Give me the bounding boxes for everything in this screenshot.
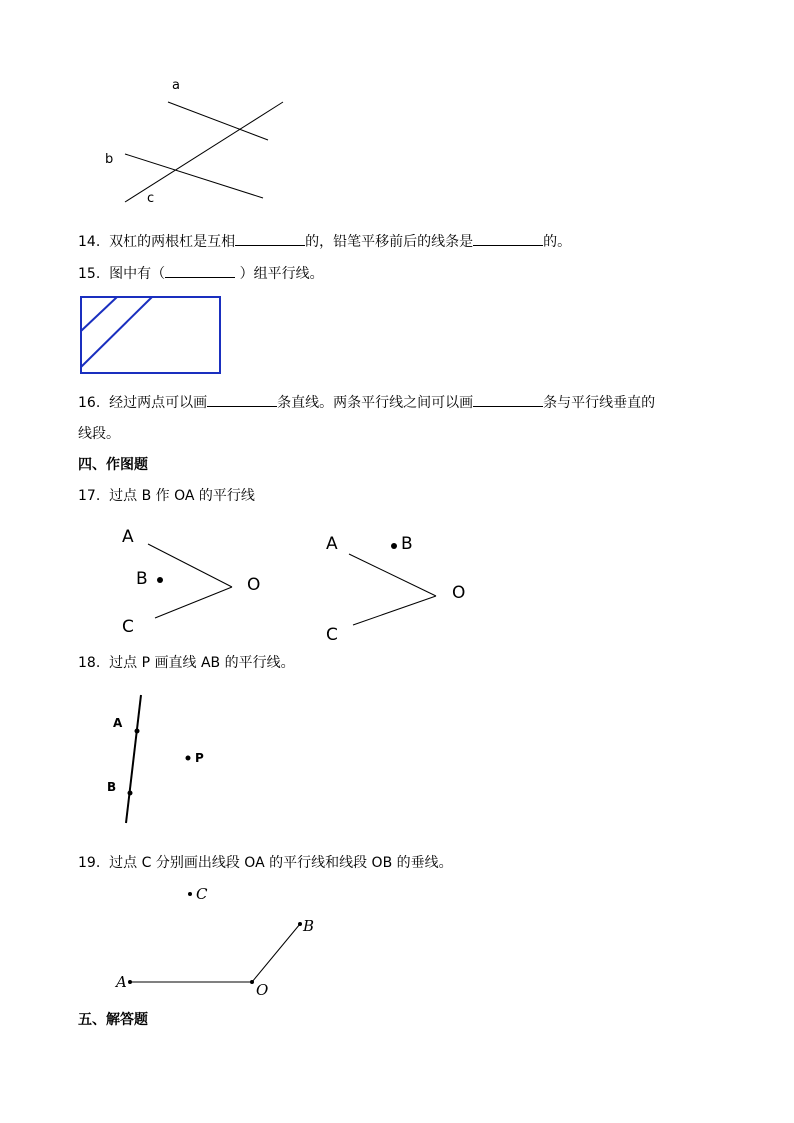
label-a: a [172,78,180,93]
q15-blank[interactable] [165,263,235,278]
label-B: B [107,780,117,794]
point-b [157,577,163,583]
label-A: A [116,973,127,991]
q16-text-2: 条直线。两条平行线之间可以画 [277,395,474,411]
label-C: C [122,617,134,637]
q19-number: 19. [78,855,101,871]
line-b [125,154,263,198]
q17-number: 17. [78,488,101,504]
line-ab [126,695,141,823]
point-p [186,756,191,761]
q16-text-3: 条与平行线垂直的 [543,395,656,411]
label-O: O [452,583,466,603]
question-18 [78,653,295,673]
label-b: b [105,152,114,167]
q16-blank-1[interactable] [207,392,277,407]
label-A: A [113,716,123,730]
q19-text: 过点 C 分别画出线段 OA 的平行线和线段 OB 的垂线。 [109,855,453,871]
question-16 [78,392,655,413]
segment-ob [252,924,300,982]
rectangle-outline [81,297,220,373]
figure-18 [100,690,220,830]
label-P: P [195,751,204,765]
q16-text-4: 线段。 [78,426,120,442]
point-a [128,980,132,984]
question-17 [78,486,255,506]
label-B: B [136,569,148,589]
q16-number: 16. [78,395,101,411]
q15-text-1: 图中有（ [109,266,166,282]
point-b [391,543,397,549]
ray-oa [349,554,436,596]
diagonal-long [81,297,152,367]
question-15 [78,263,324,284]
point-a [135,729,140,734]
label-B: B [303,917,315,935]
figure-rectangle-parallels [78,294,224,378]
figure-19 [110,878,330,1003]
point-b [298,922,302,926]
question-14 [78,231,571,252]
section-5-heading: 五、解答题 [78,1012,148,1028]
q17-text: 过点 B 作 OA 的平行线 [109,488,255,504]
label-O: O [256,981,269,999]
question-16-cont [78,424,120,444]
label-c: c [147,191,155,206]
q15-number: 15. [78,266,101,282]
q14-text-1: 双杠的两根杠是互相 [109,234,236,250]
line-c [125,102,283,202]
label-C: C [326,625,338,645]
q18-text: 过点 P 画直线 AB 的平行线。 [109,655,295,671]
figure-17-left [115,520,275,645]
point-c [188,892,192,896]
question-19 [78,853,453,873]
ray-oc [353,596,436,625]
label-C: C [196,885,208,903]
point-b [128,791,133,796]
q14-text-2: 的，铅笔平移前后的线条是 [305,234,474,250]
q14-text-3: 的。 [543,234,572,250]
q14-number: 14. [78,234,101,250]
label-A: A [326,534,338,554]
figure-17-right [320,528,480,653]
label-O: O [247,575,261,595]
section-4-heading: 四、作图题 [78,457,148,473]
q16-text-1: 经过两点可以画 [109,395,208,411]
figure-lines-abc [95,70,295,210]
label-B: B [401,534,413,554]
point-o [250,980,254,984]
q18-number: 18. [78,655,101,671]
q14-blank-2[interactable] [473,231,543,246]
q14-blank-1[interactable] [235,231,305,246]
label-A: A [122,527,134,547]
diagonal-short [81,297,117,331]
q15-text-2: ）组平行线。 [239,266,324,282]
q16-blank-2[interactable] [473,392,543,407]
ray-oc [155,587,232,618]
